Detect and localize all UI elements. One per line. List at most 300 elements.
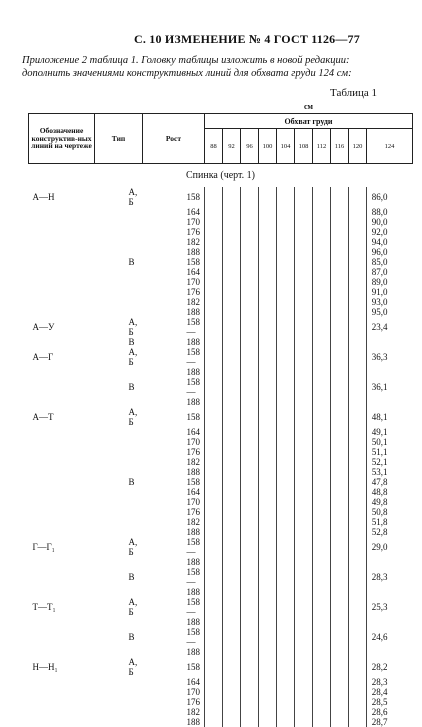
empty-size-cell (313, 317, 331, 337)
empty-size-cell (259, 227, 277, 237)
empty-size-cell (259, 377, 277, 397)
type-cell: А, Б (128, 187, 138, 207)
designation-cell (29, 647, 95, 657)
empty-size-cell (277, 237, 295, 247)
empty-size-cell (223, 227, 241, 237)
empty-size-cell (295, 447, 313, 457)
height-cell: 164 (186, 677, 200, 687)
empty-size-cell (313, 537, 331, 557)
empty-size-cell (313, 247, 331, 257)
empty-size-cell (223, 677, 241, 687)
size-header: 92 (223, 129, 241, 164)
empty-size-cell (223, 317, 241, 337)
empty-size-cell (241, 687, 259, 697)
empty-size-cell (259, 697, 277, 707)
empty-size-cell (277, 397, 295, 407)
type-cell (95, 517, 143, 527)
empty-size-cell (223, 487, 241, 497)
table-row (29, 557, 413, 567)
empty-size-cell (313, 427, 331, 437)
table-row (29, 257, 413, 267)
empty-size-cell (295, 487, 313, 497)
designation-cell (29, 717, 95, 727)
empty-size-cell (205, 707, 223, 717)
empty-size-cell (349, 487, 367, 497)
designation-cell (29, 617, 95, 627)
empty-size-cell (241, 227, 259, 237)
empty-size-cell (295, 647, 313, 657)
height-cell: 158— (186, 377, 200, 397)
empty-size-cell (313, 337, 331, 347)
empty-size-cell (277, 217, 295, 227)
empty-size-cell (205, 697, 223, 707)
height-cell: 188 (186, 617, 200, 627)
designation-cell (29, 307, 95, 317)
empty-size-cell (241, 377, 259, 397)
empty-size-cell (313, 377, 331, 397)
empty-size-cell (277, 527, 295, 537)
value-124-cell: 94,0 (367, 237, 413, 247)
designation-cell (29, 337, 95, 347)
empty-size-cell (259, 457, 277, 467)
empty-size-cell (295, 567, 313, 587)
empty-size-cell (331, 427, 349, 437)
table-row (29, 587, 413, 597)
type-cell (95, 287, 143, 297)
empty-size-cell (295, 217, 313, 227)
empty-size-cell (349, 597, 367, 617)
empty-size-cell (295, 297, 313, 307)
designation-cell (29, 467, 95, 477)
empty-size-cell (313, 697, 331, 707)
empty-size-cell (259, 257, 277, 267)
empty-size-cell (295, 657, 313, 677)
designation-cell (29, 567, 95, 587)
empty-size-cell (259, 627, 277, 647)
empty-size-cell (331, 367, 349, 377)
empty-size-cell (205, 647, 223, 657)
table-row (29, 277, 413, 287)
table-row (29, 317, 413, 337)
height-cell: 176 (186, 697, 200, 707)
height-cell: 158 (186, 662, 200, 672)
empty-size-cell (259, 347, 277, 367)
empty-size-cell (205, 627, 223, 647)
empty-size-cell (241, 287, 259, 297)
size-header: 124 (367, 129, 413, 164)
empty-size-cell (241, 367, 259, 377)
empty-size-cell (259, 477, 277, 487)
empty-size-cell (277, 447, 295, 457)
empty-size-cell (331, 397, 349, 407)
empty-size-cell (331, 187, 349, 207)
type-cell (95, 587, 143, 597)
table-row (29, 487, 413, 497)
section-title: Спинка (черт. 1) (29, 164, 413, 188)
empty-size-cell (349, 247, 367, 257)
empty-size-cell (349, 657, 367, 677)
empty-size-cell (295, 527, 313, 537)
empty-size-cell (295, 707, 313, 717)
empty-size-cell (295, 347, 313, 367)
height-cell: 188 (186, 527, 200, 537)
empty-size-cell (349, 397, 367, 407)
empty-size-cell (295, 187, 313, 207)
empty-size-cell (205, 307, 223, 317)
empty-size-cell (277, 257, 295, 267)
empty-size-cell (259, 287, 277, 297)
table-row (29, 237, 413, 247)
empty-size-cell (331, 507, 349, 517)
empty-size-cell (223, 717, 241, 727)
empty-size-cell (205, 677, 223, 687)
empty-size-cell (277, 687, 295, 697)
empty-size-cell (313, 687, 331, 697)
empty-size-cell (223, 297, 241, 307)
empty-size-cell (313, 487, 331, 497)
empty-size-cell (331, 347, 349, 367)
empty-size-cell (241, 247, 259, 257)
empty-size-cell (331, 307, 349, 317)
empty-size-cell (349, 207, 367, 217)
empty-size-cell (331, 677, 349, 687)
empty-size-cell (259, 537, 277, 557)
empty-size-cell (223, 507, 241, 517)
empty-size-cell (259, 517, 277, 527)
empty-size-cell (259, 277, 277, 287)
empty-size-cell (241, 407, 259, 427)
empty-size-cell (295, 267, 313, 277)
empty-size-cell (205, 397, 223, 407)
designation-cell (29, 497, 95, 507)
empty-size-cell (241, 467, 259, 477)
type-cell (95, 297, 143, 307)
empty-size-cell (331, 557, 349, 567)
height-cell: 182 (186, 707, 200, 717)
empty-size-cell (331, 257, 349, 267)
empty-size-cell (331, 287, 349, 297)
empty-size-cell (349, 267, 367, 277)
designation-cell (29, 707, 95, 717)
empty-size-cell (313, 587, 331, 597)
empty-size-cell (259, 647, 277, 657)
empty-size-cell (205, 227, 223, 237)
size-header: 104 (277, 129, 295, 164)
empty-size-cell (241, 457, 259, 467)
empty-size-cell (241, 397, 259, 407)
table-row (29, 247, 413, 257)
value-124-cell: 85,0 (367, 257, 413, 267)
type-cell (95, 467, 143, 477)
empty-size-cell (349, 457, 367, 467)
empty-size-cell (331, 627, 349, 647)
empty-size-cell (241, 617, 259, 627)
empty-size-cell (223, 537, 241, 557)
designation-cell (29, 697, 95, 707)
height-cell: 170 (186, 437, 200, 447)
empty-size-cell (349, 507, 367, 517)
empty-size-cell (277, 207, 295, 217)
type-cell (95, 617, 143, 627)
type-cell (95, 367, 143, 377)
empty-size-cell (313, 227, 331, 237)
empty-size-cell (349, 647, 367, 657)
empty-size-cell (205, 517, 223, 527)
empty-size-cell (331, 337, 349, 347)
empty-size-cell (223, 187, 241, 207)
table-row (29, 647, 413, 657)
empty-size-cell (241, 707, 259, 717)
empty-size-cell (223, 377, 241, 397)
value-124-cell (367, 367, 413, 377)
designation-cell (29, 517, 95, 527)
type-cell: А, Б (128, 537, 138, 557)
designation-cell: Н—Н₁ (32, 662, 58, 672)
table-row (29, 187, 413, 207)
empty-size-cell (313, 187, 331, 207)
empty-size-cell (313, 397, 331, 407)
empty-size-cell (259, 467, 277, 477)
type-cell (95, 497, 143, 507)
height-cell: 176 (186, 227, 200, 237)
table-row (29, 507, 413, 517)
type-cell (95, 247, 143, 257)
empty-size-cell (295, 617, 313, 627)
height-cell: 158— (186, 537, 200, 557)
designation-cell (29, 527, 95, 537)
empty-size-cell (331, 597, 349, 617)
designation-cell (29, 677, 95, 687)
empty-size-cell (349, 317, 367, 337)
table-row (29, 217, 413, 227)
empty-size-cell (205, 497, 223, 507)
empty-size-cell (331, 477, 349, 487)
empty-size-cell (259, 187, 277, 207)
empty-size-cell (313, 207, 331, 217)
type-cell: В (128, 572, 135, 582)
empty-size-cell (295, 397, 313, 407)
empty-size-cell (295, 717, 313, 727)
designation-cell (29, 297, 95, 307)
empty-size-cell (223, 337, 241, 347)
table-row (29, 337, 413, 347)
height-cell: 158 (186, 477, 200, 487)
empty-size-cell (331, 717, 349, 727)
height-cell: 164 (186, 207, 200, 217)
empty-size-cell (349, 707, 367, 717)
empty-size-cell (259, 707, 277, 717)
height-cell: 188 (186, 587, 200, 597)
empty-size-cell (349, 237, 367, 247)
empty-size-cell (223, 437, 241, 447)
empty-size-cell (259, 677, 277, 687)
empty-size-cell (313, 287, 331, 297)
empty-size-cell (349, 567, 367, 587)
empty-size-cell (241, 517, 259, 527)
height-cell: 188 (186, 367, 200, 377)
empty-size-cell (241, 677, 259, 687)
designation-cell (29, 397, 95, 407)
empty-size-cell (205, 657, 223, 677)
empty-size-cell (313, 217, 331, 227)
empty-size-cell (259, 207, 277, 217)
value-124-cell: 28,7 (367, 717, 413, 727)
table-row (29, 497, 413, 507)
empty-size-cell (277, 457, 295, 467)
empty-size-cell (241, 507, 259, 517)
empty-size-cell (349, 477, 367, 487)
empty-size-cell (331, 697, 349, 707)
empty-size-cell (349, 697, 367, 707)
empty-size-cell (241, 717, 259, 727)
designation-cell (29, 267, 95, 277)
height-cell: 158 (186, 192, 200, 202)
empty-size-cell (295, 247, 313, 257)
empty-size-cell (259, 307, 277, 317)
empty-size-cell (223, 287, 241, 297)
empty-size-cell (223, 657, 241, 677)
type-cell (95, 437, 143, 447)
table-row (29, 297, 413, 307)
empty-size-cell (313, 517, 331, 527)
empty-size-cell (241, 307, 259, 317)
empty-size-cell (223, 697, 241, 707)
designation-cell (29, 447, 95, 457)
empty-size-cell (205, 487, 223, 497)
value-124-cell: 88,0 (367, 207, 413, 217)
height-cell: 158— (186, 567, 200, 587)
table-row (29, 527, 413, 537)
type-cell: В (128, 477, 135, 487)
empty-size-cell (205, 257, 223, 267)
table-row (29, 717, 413, 727)
empty-size-cell (223, 627, 241, 647)
height-cell: 188 (186, 247, 200, 257)
empty-size-cell (205, 207, 223, 217)
empty-size-cell (223, 307, 241, 317)
empty-size-cell (313, 507, 331, 517)
empty-size-cell (349, 527, 367, 537)
table-row (29, 227, 413, 237)
empty-size-cell (277, 677, 295, 687)
empty-size-cell (331, 567, 349, 587)
empty-size-cell (295, 377, 313, 397)
empty-size-cell (295, 687, 313, 697)
size-header: 88 (205, 129, 223, 164)
table-row (29, 537, 413, 557)
empty-size-cell (331, 497, 349, 507)
table-row (29, 477, 413, 487)
type-cell: В (128, 632, 135, 642)
empty-size-cell (259, 487, 277, 497)
empty-size-cell (295, 507, 313, 517)
designation-cell (29, 367, 95, 377)
height-cell: 170 (186, 497, 200, 507)
empty-size-cell (277, 267, 295, 277)
designation-cell: А—Г (32, 352, 54, 362)
empty-size-cell (259, 497, 277, 507)
value-124-cell: 89,0 (367, 277, 413, 287)
empty-size-cell (241, 347, 259, 367)
height-cell: 188 (186, 467, 200, 477)
empty-size-cell (313, 467, 331, 477)
empty-size-cell (259, 617, 277, 627)
empty-size-cell (241, 237, 259, 247)
table-row (29, 707, 413, 717)
empty-size-cell (277, 307, 295, 317)
empty-size-cell (241, 497, 259, 507)
empty-size-cell (223, 277, 241, 287)
empty-size-cell (259, 587, 277, 597)
empty-size-cell (331, 297, 349, 307)
page-title: С. 10 ИЗМЕНЕНИЕ № 4 ГОСТ 1126—77 (134, 32, 360, 46)
empty-size-cell (313, 257, 331, 267)
empty-size-cell (223, 597, 241, 617)
designation-cell (29, 627, 95, 647)
value-124-cell (367, 397, 413, 407)
value-124-cell (367, 617, 413, 627)
empty-size-cell (241, 447, 259, 457)
empty-size-cell (223, 257, 241, 267)
empty-size-cell (313, 407, 331, 427)
value-124-cell: 90,0 (367, 217, 413, 227)
empty-size-cell (331, 587, 349, 597)
empty-size-cell (259, 507, 277, 517)
height-cell: 158 (186, 412, 200, 422)
empty-size-cell (331, 267, 349, 277)
empty-size-cell (331, 447, 349, 457)
empty-size-cell (349, 517, 367, 527)
empty-size-cell (313, 527, 331, 537)
height-cell: 188 (186, 647, 200, 657)
empty-size-cell (349, 257, 367, 267)
empty-size-cell (205, 537, 223, 557)
type-cell: А, Б (128, 657, 138, 677)
designation-cell (29, 457, 95, 467)
empty-size-cell (349, 347, 367, 367)
empty-size-cell (223, 567, 241, 587)
empty-size-cell (295, 337, 313, 347)
empty-size-cell (349, 717, 367, 727)
empty-size-cell (205, 267, 223, 277)
col-type-header: Тип (95, 114, 143, 164)
empty-size-cell (313, 647, 331, 657)
empty-size-cell (205, 437, 223, 447)
height-cell: 158— (186, 597, 200, 617)
empty-size-cell (277, 377, 295, 397)
empty-size-cell (331, 527, 349, 537)
value-124-cell: 92,0 (367, 227, 413, 237)
table-row (29, 377, 413, 397)
empty-size-cell (277, 567, 295, 587)
designation-cell: А—Т (32, 412, 54, 422)
value-124-cell: 49,8 (367, 497, 413, 507)
height-cell: 158— (186, 347, 200, 367)
empty-size-cell (277, 187, 295, 207)
value-124-cell: 50,1 (367, 437, 413, 447)
empty-size-cell (223, 267, 241, 277)
empty-size-cell (277, 557, 295, 567)
empty-size-cell (313, 447, 331, 457)
value-124-cell: 52,8 (367, 527, 413, 537)
empty-size-cell (277, 507, 295, 517)
height-cell: 170 (186, 217, 200, 227)
value-124-cell: 48,8 (367, 487, 413, 497)
designation-cell (29, 477, 95, 487)
size-header: 116 (331, 129, 349, 164)
type-cell (95, 507, 143, 517)
empty-size-cell (295, 237, 313, 247)
